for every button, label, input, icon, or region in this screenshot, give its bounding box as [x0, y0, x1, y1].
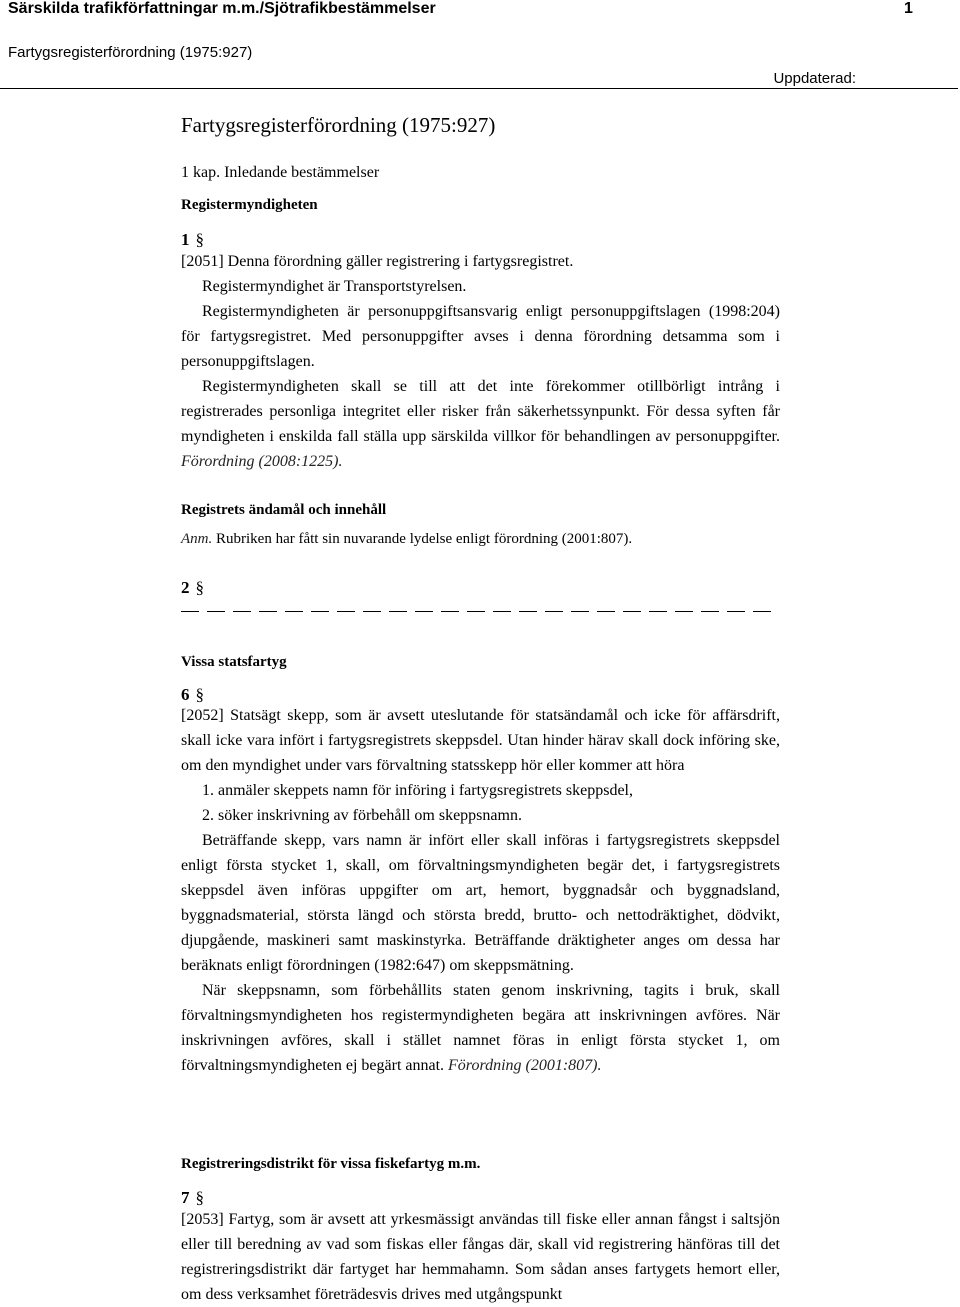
- paragraph-6-p3-text: När skeppsnamn, som förbehållits staten genom inskrivning, tagits i bruk, skall förvaltningsmyndigheten hos registermyndigheten begära att inskrivningen avföres. När inskrivningen avföres, skall i stället namnet föras in enligt första stycket 1, om förvaltningsmyndigheten ej begärt annat.: [181, 982, 780, 1074]
- document-title: Fartygsregisterförordning (1975:927): [181, 113, 496, 137]
- paragraph-number: 2: [181, 578, 190, 597]
- list-item: 1. anmäler skeppets namn för införing i fartygsregistrets skeppsdel,: [202, 782, 633, 799]
- annotation-label: Anm.: [181, 531, 213, 547]
- paragraph-7-text: [181, 1207, 780, 1307]
- omitted-text-dashes: [181, 611, 780, 612]
- paragraph-1-p4-text: Registermyndigheten skall se till att det inte förekommer otillbörligt intrång i registrerades personliga integritet eller risker från säkerhetssynpunkt. För dessa syften får myndigheten i enskilda fall ställa upp särskilda villkor för behandlingen av personuppgifter.: [181, 378, 780, 445]
- paragraph-6-p3: [181, 978, 780, 1078]
- section-heading-registreringsdistrikt: Registreringsdistrikt för vissa fiskefartyg m.m.: [181, 1156, 481, 1172]
- list-item: 2. söker inskrivning av förbehåll om skeppsnamn.: [202, 807, 522, 824]
- running-header-subtitle: Fartygsregisterförordning (1975:927): [8, 44, 253, 61]
- paragraph-number: 7: [181, 1188, 190, 1207]
- paragraph-7-p1: [2053] Fartyg, som är avsett att yrkesmässigt användas till fiske eller annan fångst i saltsjön eller till beredning av vad som fiskas eller fångas där, skall vid registrering hänföras till det registreringsdistrikt där fartyget har hemmahamn. Som sådan anses fartygets hemort eller, om dess verksamhet företrädesvis drives med utgångspunkt: [181, 1211, 780, 1303]
- header-divider: [0, 88, 958, 89]
- annotation-text: Rubriken har fått sin nuvarande lydelse enligt förordning (2001:807).: [216, 531, 633, 547]
- running-header-title: Särskilda trafikförfattningar m.m./Sjötrafikbestämmelser: [8, 0, 436, 17]
- amendment-reference: Förordning (2001:807).: [448, 1057, 602, 1074]
- chapter-heading: 1 kap. Inledande bestämmelser: [181, 164, 380, 181]
- paragraph-6-p1: [2052] Statsägt skepp, som är avsett uteslutande för statsändamål och icke för affärsdrift, skall icke vara infört i fartygsregistrets skeppsdel. Utan hinder härav skall dock införing ske, om den myndighet under vars förvaltning statsskepp hör eller kommer att höra: [181, 707, 780, 774]
- paragraph-1-p3: Registermyndigheten är personuppgiftsansvarig enligt personuppgiftslagen (1998:204) för fartygsregistret. Med personuppgifter avses i denna förordning detsamma som i personuppgiftslagen.: [181, 303, 780, 370]
- section-heading-registrets: Registrets ändamål och innehåll: [181, 502, 387, 518]
- section-symbol: §: [195, 230, 204, 249]
- paragraph-number-2: [181, 575, 780, 600]
- paragraph-number: 1: [181, 230, 190, 249]
- page-number: 1: [904, 0, 913, 17]
- section-heading-vissa-statsfartyg: Vissa statsfartyg: [181, 654, 287, 670]
- section-symbol: §: [195, 1188, 204, 1207]
- updated-label: Uppdaterad:: [773, 70, 856, 87]
- paragraph-1-p2: Registermyndighet är Transportstyrelsen.: [202, 278, 467, 295]
- paragraph-6-text: [181, 703, 780, 1078]
- amendment-reference: Förordning (2008:1225).: [181, 453, 343, 470]
- annotation-note: [181, 527, 780, 552]
- section-symbol: §: [195, 685, 204, 704]
- paragraph-1-p1: [2051] Denna förordning gäller registrering i fartygsregistret.: [181, 253, 574, 270]
- section-heading-registermyndigheten: Registermyndigheten: [181, 197, 318, 213]
- paragraph-number: 6: [181, 685, 190, 704]
- section-symbol: §: [195, 578, 204, 597]
- paragraph-1-text: [181, 249, 780, 474]
- paragraph-1-p4: [181, 374, 780, 474]
- paragraph-6-p2: Beträffande skepp, vars namn är infört eller skall införas i fartygsregistrets skeppsdel enligt första stycket 1, skall, om förvaltningsmyndigheten begär det, i fartygsregistrets skeppsdel även införas uppgifter om art, hemort, byggnadsår och byggnadsland, byggnadsmaterial, största längd och största bredd, brutto- och nettodräktighet, dödvikt, djupgående, maskineri samt maskinstyrka. Beträffande dräktigheter anges om dessa har beräknats enligt förordningen (1982:647) om skeppsmätning.: [181, 832, 780, 974]
